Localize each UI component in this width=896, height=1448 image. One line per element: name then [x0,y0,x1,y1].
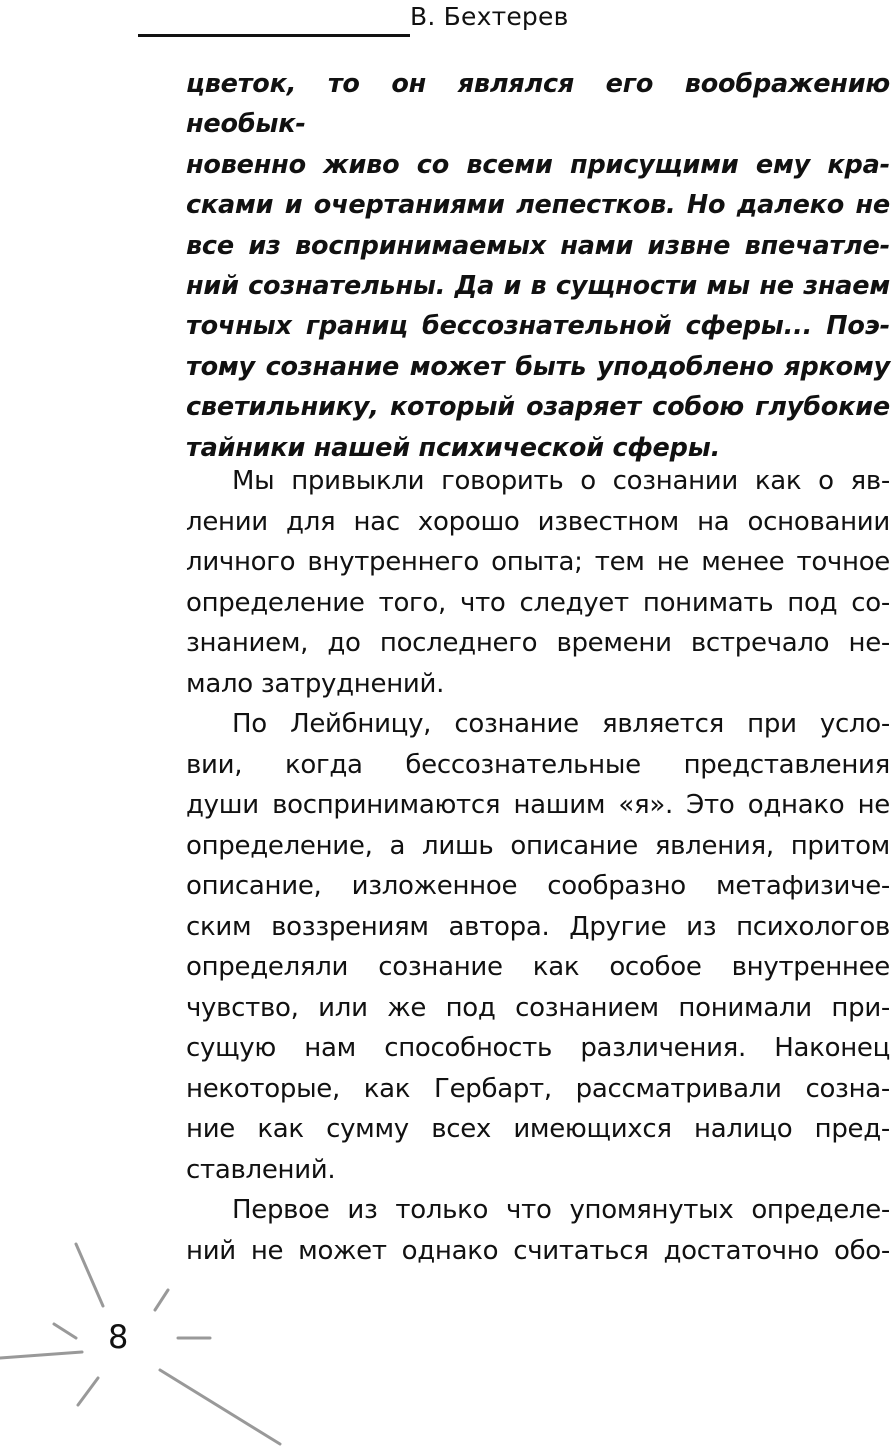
ray [78,1378,98,1405]
quote-block [186,64,890,468]
text-line: определяли сознание как особое внутреннее [186,952,890,982]
sunburst-decoration [0,1230,300,1448]
text-line: Мы привыкли говорить о сознании как о яв- [232,466,890,496]
text-line: определение, а лишь описание явления, притом [186,830,890,861]
quote-line: точных границ бессознательной сферы... Поэ- [186,311,890,342]
quote-line: сками и очертаниями лепестков. Но далеко не [186,190,890,221]
text-line: Первое из только что упомянутых определе- [232,1195,890,1225]
text-line: ским воззрениям автора. Другие из психологов [186,911,890,942]
quote-line: ний сознательны. Да и в сущности мы не знаем [186,271,890,302]
text-line: вии, когда бессознательные представления [186,749,890,780]
text-line: некоторые, как Гербарт, рассматривали созна- [186,1073,890,1104]
quote-line: тому сознание может быть уподоблено яркому [186,351,890,382]
ray [155,1290,168,1310]
quote-line: все из воспринимаемых нами извне впечатле- [186,230,890,261]
quote-line: тайники нашей психической сферы. [186,432,721,463]
ray [76,1244,103,1306]
quote-line: новенно живо со всеми присущими ему кра- [186,149,890,180]
text-line: души воспринимаются нашим «я». Это однако не [186,790,890,820]
text-line: ние как сумму всех имеющихся налицо пред- [186,1114,890,1144]
text-line: По Лейбницу, сознание является при усло- [232,709,890,739]
paragraph-1 [186,461,890,704]
text-line: сущую нам способность различения. Наконец [186,1033,890,1063]
quote-line: светильнику, который озаряет собою глубокие [186,392,890,423]
text-line: мало затруднений. [186,668,445,699]
text-line: определение того, что следует понимать под со- [186,587,890,618]
body-text [186,461,890,1271]
text-line: личного внутреннего опыта; тем не менее точное [186,547,890,577]
text-line: знанием, до последнего времени встречало не- [186,628,890,658]
text-line: ний не может однако считаться достаточно обо- [186,1235,890,1266]
text-line: ставлений. [186,1154,336,1185]
page-number: 8 [108,1318,129,1356]
ray [54,1324,76,1338]
ray [0,1352,82,1358]
paragraph-2 [186,704,890,1190]
text-line: чувство, или же под сознанием понимали при- [186,992,890,1023]
running-head-author: В. Бехтерев [410,2,569,31]
running-head-rule [138,34,410,37]
text-line: лении для нас хорошо известном на основании [186,506,890,537]
quote-line: цветок, то он являлся его воображению необык- [186,69,890,140]
ray [160,1370,280,1444]
text-line: описание, изложенное сообразно метафизиче- [186,871,890,901]
